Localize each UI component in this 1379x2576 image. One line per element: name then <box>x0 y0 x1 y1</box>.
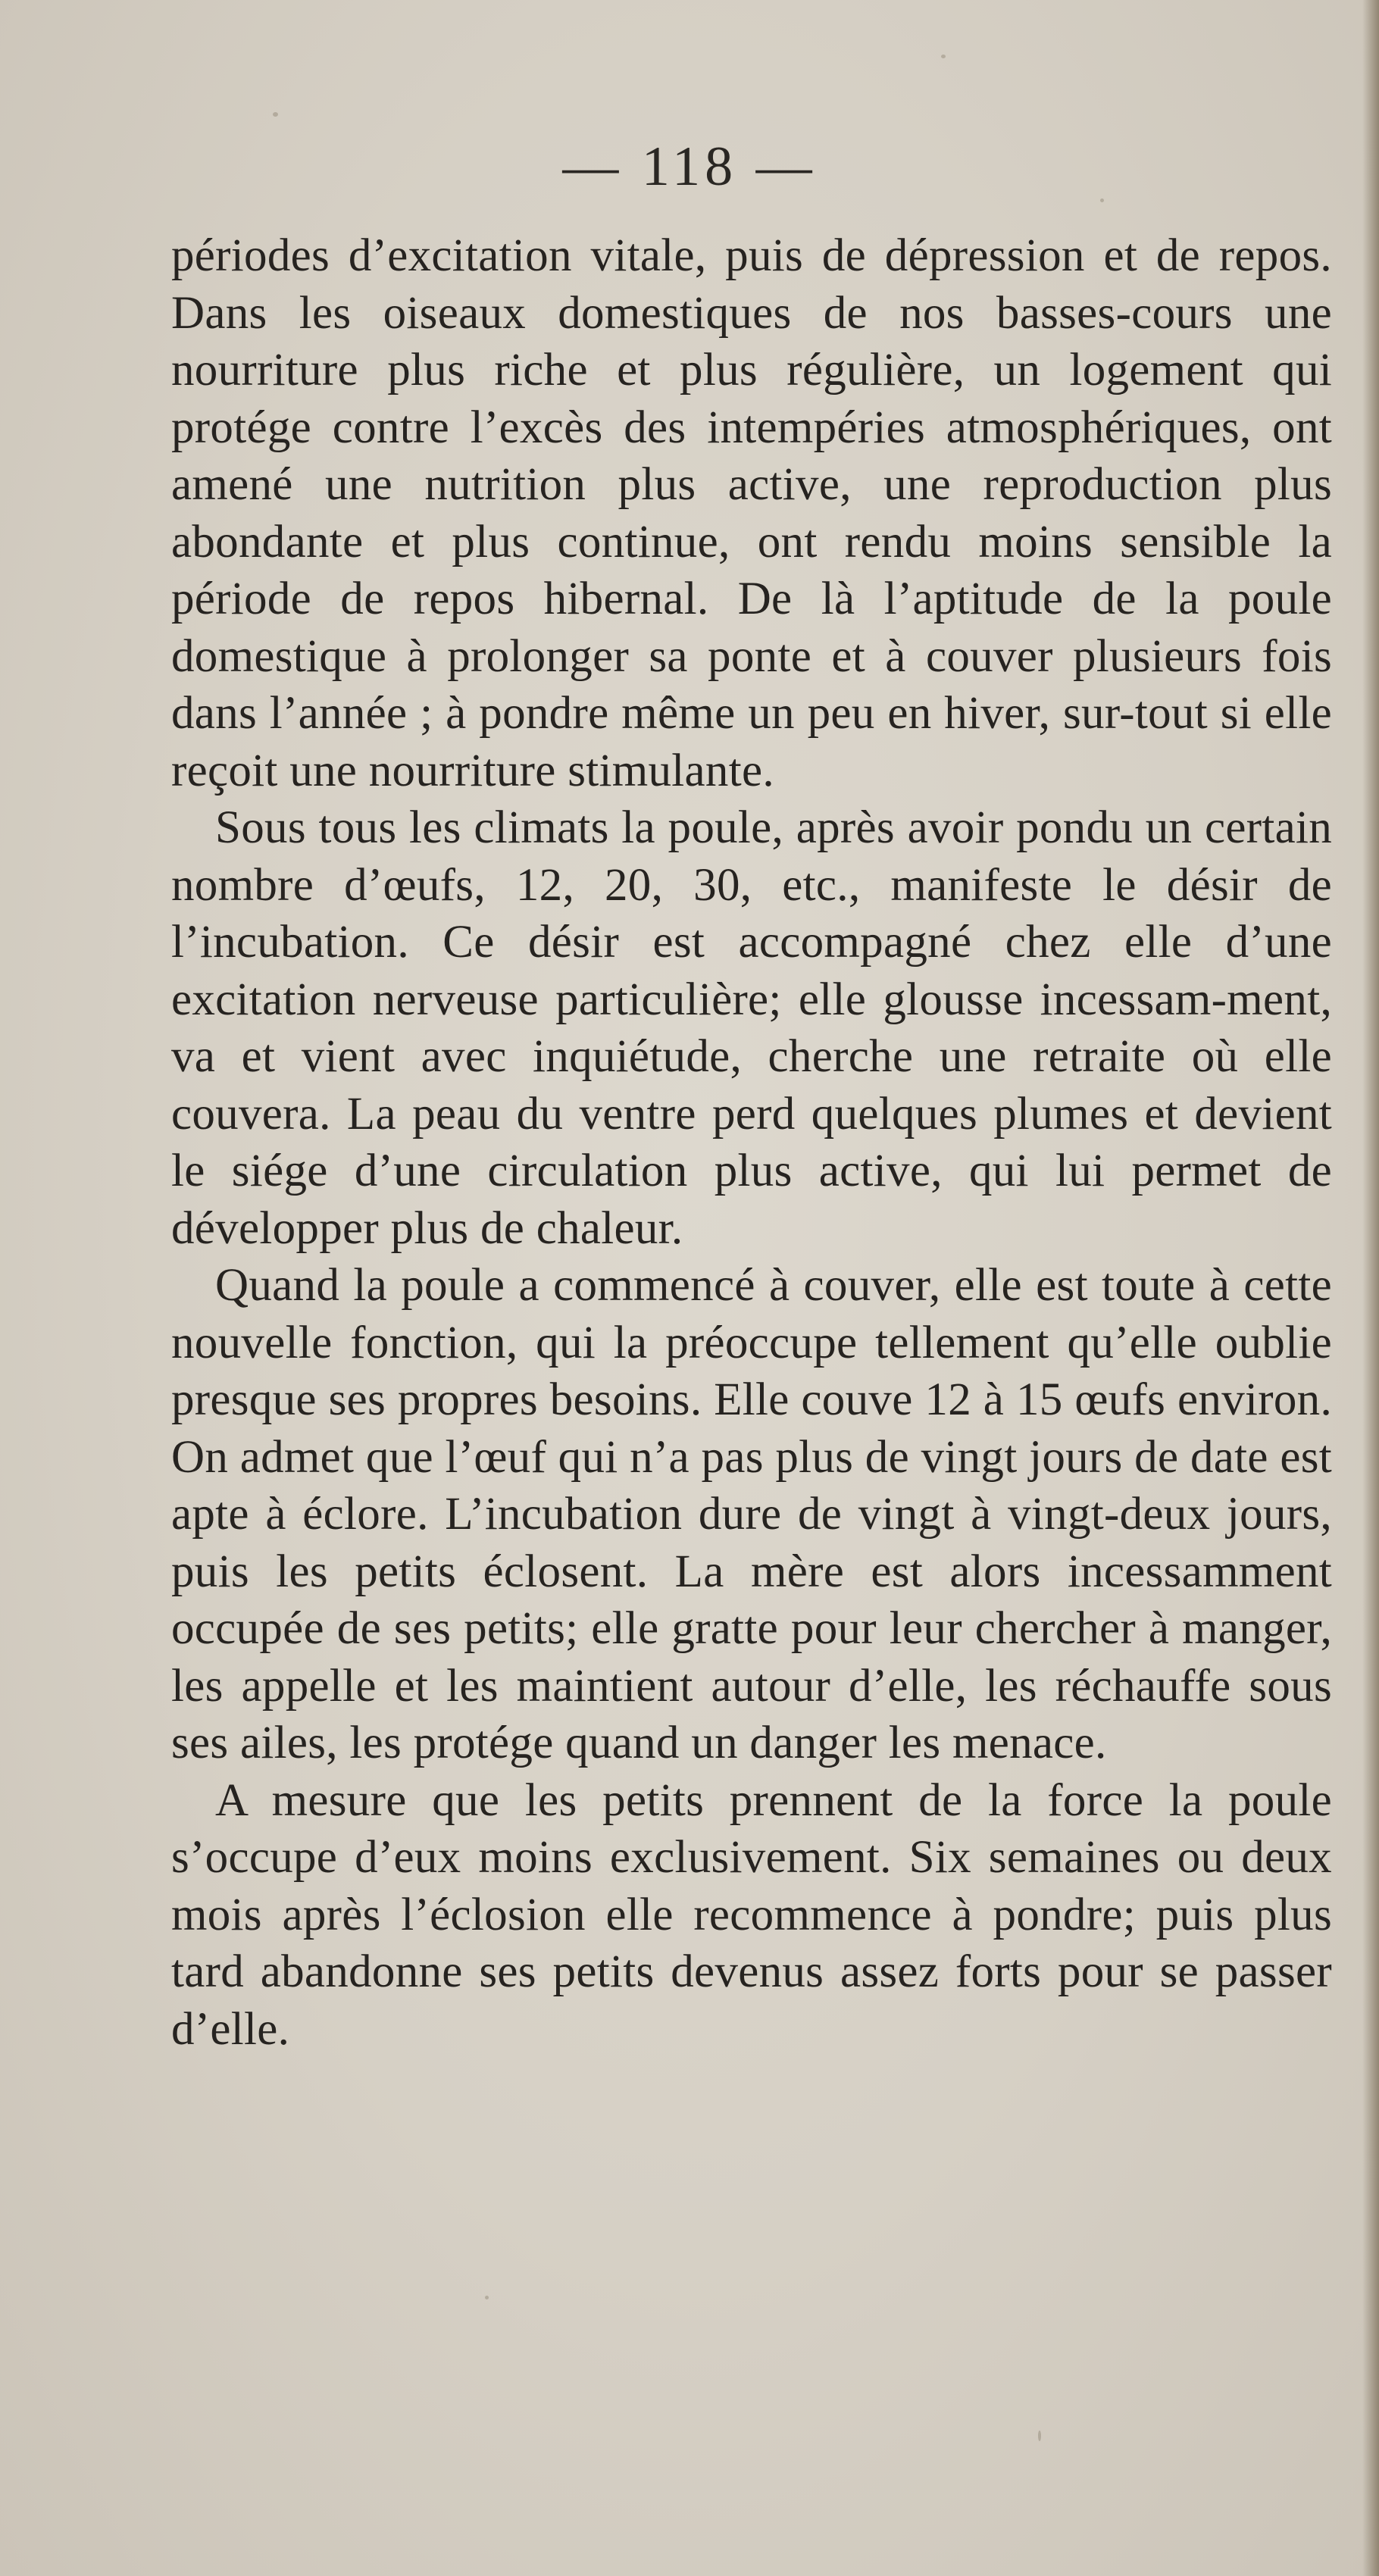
paper-speck <box>1038 2431 1041 2441</box>
paper-speck <box>273 112 278 117</box>
paragraph: Sous tous les climats la poule, après avoir pondu un certain nombre d’œufs, 12, 20, 30, etc., manifeste le désir de l’incubation. Ce désir est accompagné chez elle d’une excitation nerveuse particulière; elle glousse incessam-ment, va et vient avec inquiétude, cherche une retraite où elle couvera. La peau du ventre perd quelques plumes et devient le siége d’une circulation plus active, qui lui permet de développer plus de chaleur. <box>171 802 1332 1254</box>
paragraph: Quand la poule a commencé à couver, elle est toute à cette nouvelle fonction, qui la préoccupe tellement qu’elle oublie presque ses propres besoins. Elle couve 12 à 15 œufs environ. On admet que l’œuf qui n’a pas plus de vingt jours de date est apte à éclore. L’incubation dure de vingt à vingt-deux jours, puis les petits éclosent. La mère est alors incessamment occupée de ses petits; elle gratte pour leur chercher à manger, les appelle et les maintient autour d’elle, les réchauffe sous ses ailes, les protége quand un danger les menace. <box>171 1260 1332 1768</box>
page-edge-shadow <box>1362 0 1379 2576</box>
body-text <box>171 227 1332 2058</box>
paragraph: A mesure que les petits prennent de la force la poule s’occupe d’eux moins exclusivement. Six semaines ou deux mois après l’éclosion elle recommence à pondre; puis plus tard abandonne ses petits devenus assez forts pour se passer d’elle. <box>171 1774 1332 2055</box>
paper-speck <box>941 55 946 58</box>
paper-speck <box>485 2296 489 2299</box>
page-number: — 118 — <box>562 136 817 198</box>
paragraph: périodes d’excitation vitale, puis de dépression et de repos. Dans les oiseaux domestiques de nos basses-cours une nourriture plus riche et plus régulière, un logement qui protége contre l’excès des intempéries atmosphériques, ont amené une nutrition plus active, une reproduction plus abondante et plus continue, ont rendu moins sensible la période de repos hibernal. De là l’aptitude de la poule domestique à prolonger sa ponte et à couver plusieurs fois dans l’année ; à pondre même un peu en hiver, sur-tout si elle reçoit une nourriture stimulante. <box>171 230 1332 796</box>
